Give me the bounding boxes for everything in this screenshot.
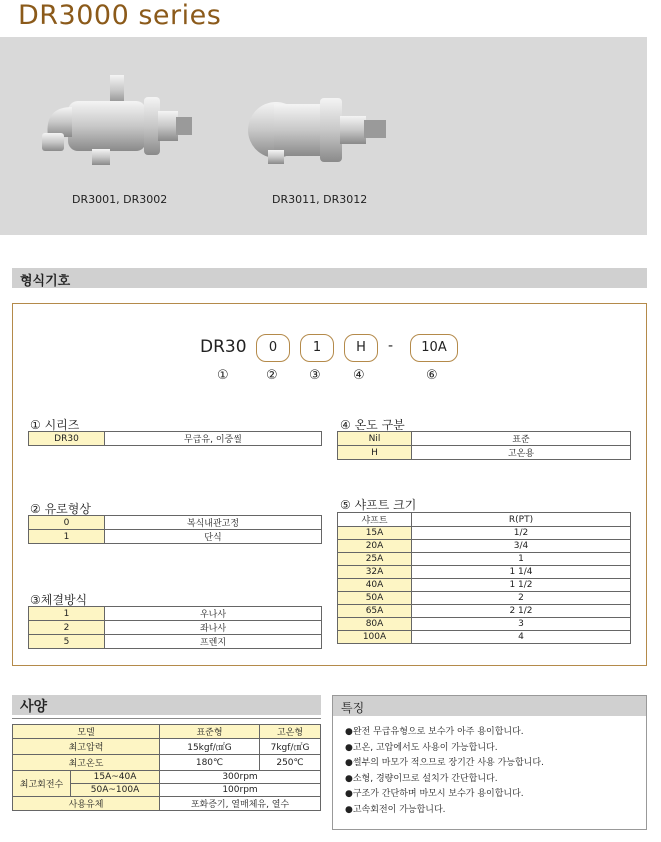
table-cell: 50A~100A (71, 784, 160, 797)
table-cell: DR30 (29, 432, 105, 446)
table-cell: 3/4 (412, 540, 631, 553)
code-box-connection: 1 (300, 334, 334, 362)
table-header-row (338, 513, 631, 527)
table-cell: 2 (29, 621, 105, 635)
table-cell: 1 1/4 (412, 566, 631, 579)
table-header-cell: 샤프트 (338, 513, 412, 527)
features-list (333, 716, 646, 817)
table-row (338, 566, 631, 579)
table-cell: 65A (338, 605, 412, 618)
spec-header: 사양 (12, 695, 321, 715)
table-cell: 180℃ (160, 755, 260, 771)
spec-table (12, 724, 321, 811)
table-header-cell: 모델 (13, 725, 160, 739)
table-cell: 좌나사 (105, 621, 322, 635)
code-number-2: ② (266, 368, 278, 383)
table-cell: 20A (338, 540, 412, 553)
table-cell: 고온용 (412, 446, 631, 460)
table-row (13, 755, 321, 771)
table-cell: 7kgf/㎠G (260, 739, 321, 755)
table-cell: 사용유체 (13, 797, 160, 811)
features-header: 특징 (333, 696, 646, 716)
features-box (332, 695, 647, 830)
table-header-cell: 고온형 (260, 725, 321, 739)
table-cell: 50A (338, 592, 412, 605)
list-item: ● 완전 무급유형으로 보수가 아주 용이합니다. (345, 724, 646, 740)
code-number-1: ① (217, 368, 229, 383)
product-photo-band (0, 37, 647, 235)
table-cell: 표준 (412, 432, 631, 446)
table-cell: 100rpm (160, 784, 321, 797)
flow-table (28, 515, 322, 544)
shaft-table-title: ⑤ 샤프트 크기 (340, 498, 417, 512)
code-box-flow: 0 (256, 334, 290, 362)
table-row (29, 432, 322, 446)
table-row (338, 618, 631, 631)
table-cell: 80A (338, 618, 412, 631)
list-item: ● 소형, 경량이므로 설치가 간단합니다. (345, 771, 646, 787)
table-cell: 우나사 (105, 607, 322, 621)
table-cell: 100A (338, 631, 412, 644)
table-row (29, 607, 322, 621)
table-cell: 최고압력 (13, 739, 160, 755)
table-header-cell: R(PT) (412, 513, 631, 527)
shaft-table (337, 512, 631, 644)
table-cell: 1 (29, 530, 105, 544)
product-image-dr3011 (246, 92, 396, 172)
table-row (338, 592, 631, 605)
table-row (338, 605, 631, 618)
series-table (28, 431, 322, 446)
table-header-cell: 표준형 (160, 725, 260, 739)
table-row (29, 516, 322, 530)
temp-table (337, 431, 631, 460)
product-image-dr3001 (38, 67, 208, 177)
table-row (338, 432, 631, 446)
table-cell: 3 (412, 618, 631, 631)
table-cell: 2 1/2 (412, 605, 631, 618)
table-header-row (13, 725, 321, 739)
list-item: ● 구조가 간단하며 마모시 보수가 용이합니다. (345, 786, 646, 802)
table-cell: 15A~40A (71, 771, 160, 784)
table-cell: 복식내관고정 (105, 516, 322, 530)
flow-table-title: ② 유로형상 (30, 502, 91, 516)
code-prefix: DR30 (200, 337, 247, 357)
list-item: ● 썰부의 마모가 적으므로 장기간 사용 가능합니다. (345, 755, 646, 771)
table-row (29, 530, 322, 544)
code-box-shaft: 10A (410, 334, 458, 362)
table-cell: 2 (412, 592, 631, 605)
list-item: ● 고속회전이 가능합니다. (345, 802, 646, 818)
table-cell: 5 (29, 635, 105, 649)
code-number-3: ③ (309, 368, 321, 383)
page-title: DR3000 series (18, 0, 222, 31)
product-caption-2: DR3011, DR3012 (272, 193, 368, 206)
table-cell: 32A (338, 566, 412, 579)
table-cell: 최고온도 (13, 755, 160, 771)
product-caption-1: DR3001, DR3002 (72, 193, 168, 206)
code-number-5: ⑥ (426, 368, 438, 383)
table-cell: 25A (338, 553, 412, 566)
model-code-header: 형식기호 (12, 268, 647, 288)
table-cell: 1 (29, 607, 105, 621)
model-code-row (0, 334, 661, 362)
table-cell: 포화증기, 열매체유, 열수 (160, 797, 321, 811)
table-row (338, 553, 631, 566)
table-cell: 300rpm (160, 771, 321, 784)
table-row (13, 771, 321, 784)
table-row (338, 527, 631, 540)
spec-divider (12, 718, 321, 719)
table-row (13, 797, 321, 811)
table-cell: 1 (412, 553, 631, 566)
code-dash: - (388, 338, 394, 354)
table-cell: 단식 (105, 530, 322, 544)
code-box-temp: H (344, 334, 378, 362)
table-row (338, 579, 631, 592)
table-cell: H (338, 446, 412, 460)
table-row (338, 631, 631, 644)
table-row (338, 540, 631, 553)
table-cell: 1 1/2 (412, 579, 631, 592)
connect-table (28, 606, 322, 649)
series-table-title: ① 시리즈 (30, 418, 80, 432)
table-cell: 40A (338, 579, 412, 592)
table-row (29, 635, 322, 649)
table-cell: 무급유, 이중씰 (105, 432, 322, 446)
table-cell: 4 (412, 631, 631, 644)
table-row (13, 739, 321, 755)
table-cell: 1/2 (412, 527, 631, 540)
table-cell: 0 (29, 516, 105, 530)
table-row (29, 621, 322, 635)
table-cell: 프렌지 (105, 635, 322, 649)
table-row (338, 446, 631, 460)
table-cell: Nil (338, 432, 412, 446)
temp-table-title: ④ 온도 구분 (340, 418, 405, 432)
table-cell: 250℃ (260, 755, 321, 771)
connect-table-title: ③체결방식 (30, 593, 88, 607)
table-cell: 15kgf/㎠G (160, 739, 260, 755)
table-cell: 최고회전수 (13, 771, 71, 797)
list-item: ● 고온, 고압에서도 사용이 가능합니다. (345, 740, 646, 756)
code-number-4: ④ (353, 368, 365, 383)
table-cell: 15A (338, 527, 412, 540)
